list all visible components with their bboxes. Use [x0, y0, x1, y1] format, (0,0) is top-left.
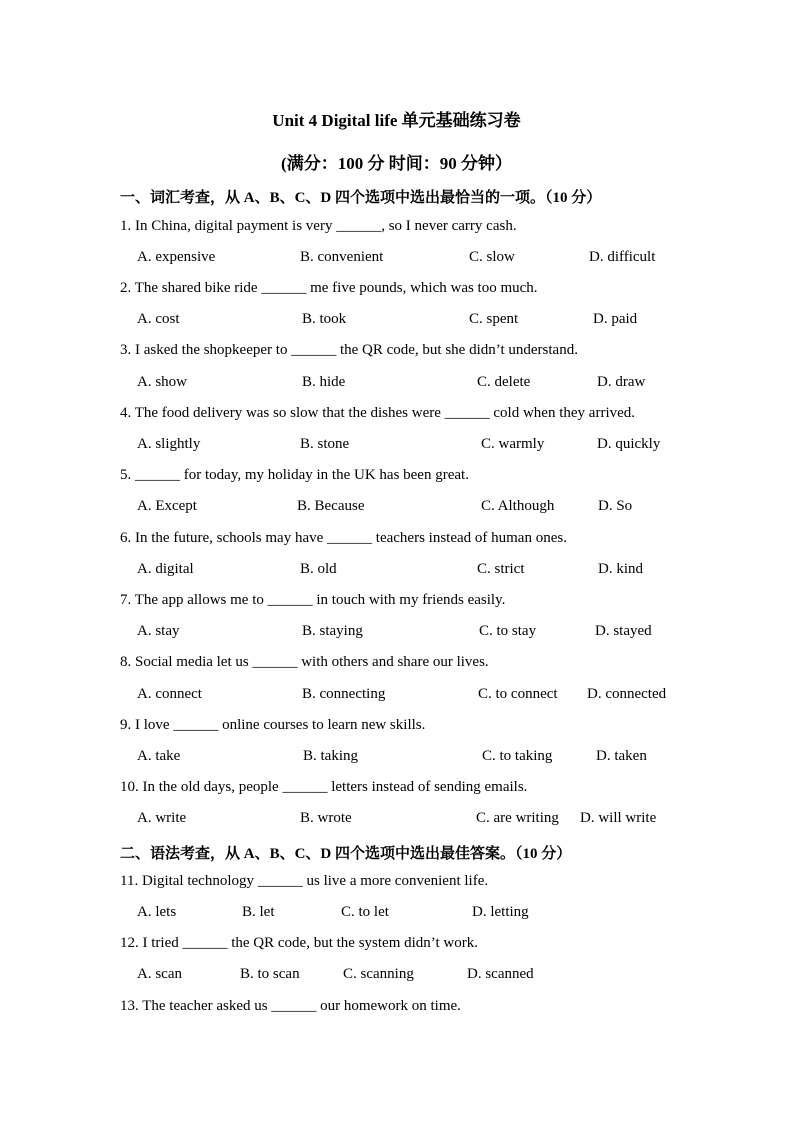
option-c: C. are writing — [476, 810, 559, 826]
option-b: B. hide — [302, 374, 346, 390]
option-b: B. staying — [302, 623, 363, 639]
page-title: Unit 4 Digital life 单元基础练习卷 — [272, 111, 521, 130]
option-b: B. convenient — [300, 249, 384, 265]
question-text: 12. I tried ______ the QR code, but the system didn’t work. — [120, 935, 479, 951]
option-c: C. to taking — [482, 748, 553, 764]
question-text: 1. In China, digital payment is very ______, so I never carry cash. — [120, 218, 517, 234]
section-heading-vocabulary: 一、词汇考查，从 A、B、C、D 四个选项中选出最恰当的一项。（10 分） — [120, 190, 602, 206]
question-text: 3. I asked the shopkeeper to ______ the QR code, but she didn’t understand. — [120, 342, 578, 358]
option-d: D. difficult — [589, 249, 656, 265]
option-b: B. old — [300, 561, 337, 577]
question-text: 4. The food delivery was so slow that the dishes were ______ cold when they arrived. — [120, 405, 636, 421]
option-a: A. connect — [137, 686, 202, 702]
option-d: D. stayed — [595, 623, 652, 639]
option-d: D. kind — [598, 561, 643, 577]
option-b: B. took — [302, 311, 347, 327]
page-subtitle: (满分：100 分 时间：90 分钟） — [281, 154, 512, 173]
option-c: C. strict — [477, 561, 525, 577]
option-a: A. show — [137, 374, 188, 390]
option-d: D. taken — [596, 748, 647, 764]
option-b: B. wrote — [300, 810, 352, 826]
option-a: A. digital — [137, 561, 194, 577]
option-c: C. to stay — [479, 623, 537, 639]
option-d: D. scanned — [467, 966, 534, 982]
section-heading-grammar: 二、语法考查，从 A、B、C、D 四个选项中选出最佳答案。（10 分） — [120, 846, 572, 862]
option-b: B. stone — [300, 436, 350, 452]
question-text: 10. In the old days, people ______ letters instead of sending emails. — [120, 779, 528, 795]
option-a: A. slightly — [137, 436, 201, 452]
option-d: D. will write — [580, 810, 657, 826]
option-c: C. to connect — [478, 686, 558, 702]
question-text: 8. Social media let us ______ with others and share our lives. — [120, 654, 489, 670]
option-a: A. write — [137, 810, 187, 826]
option-a: A. cost — [137, 311, 180, 327]
option-d: D. So — [598, 498, 633, 514]
option-b: B. taking — [303, 748, 358, 764]
option-b: B. Because — [297, 498, 365, 514]
option-a: A. take — [137, 748, 181, 764]
option-a: A. Except — [137, 498, 197, 514]
question-text: 2. The shared bike ride ______ me five pounds, which was too much. — [120, 280, 538, 296]
option-a: A. scan — [137, 966, 182, 982]
option-d: D. paid — [593, 311, 638, 327]
option-c: C. Although — [481, 498, 555, 514]
option-a: A. expensive — [137, 249, 216, 265]
option-d: D. draw — [597, 374, 646, 390]
option-c: C. spent — [469, 311, 519, 327]
option-d: D. quickly — [597, 436, 661, 452]
option-b: B. to scan — [240, 966, 300, 982]
question-text: 5. ______ for today, my holiday in the UK has been great. — [120, 467, 469, 483]
option-b: B. connecting — [302, 686, 386, 702]
option-c: C. warmly — [481, 436, 545, 452]
option-d: D. letting — [472, 904, 529, 920]
question-text: 6. In the future, schools may have ______ teachers instead of human ones. — [120, 530, 567, 546]
question-text: 11. Digital technology ______ us live a more convenient life. — [120, 873, 489, 889]
question-text: 7. The app allows me to ______ in touch with my friends easily. — [120, 592, 506, 608]
option-c: C. scanning — [343, 966, 414, 982]
option-c: C. slow — [469, 249, 515, 265]
option-a: A. lets — [137, 904, 177, 920]
option-a: A. stay — [137, 623, 180, 639]
question-text: 13. The teacher asked us ______ our homework on time. — [120, 998, 461, 1014]
question-text: 9. I love ______ online courses to learn new skills. — [120, 717, 426, 733]
option-c: C. to let — [341, 904, 389, 920]
option-d: D. connected — [587, 686, 667, 702]
option-b: B. let — [242, 904, 275, 920]
option-c: C. delete — [477, 374, 531, 390]
